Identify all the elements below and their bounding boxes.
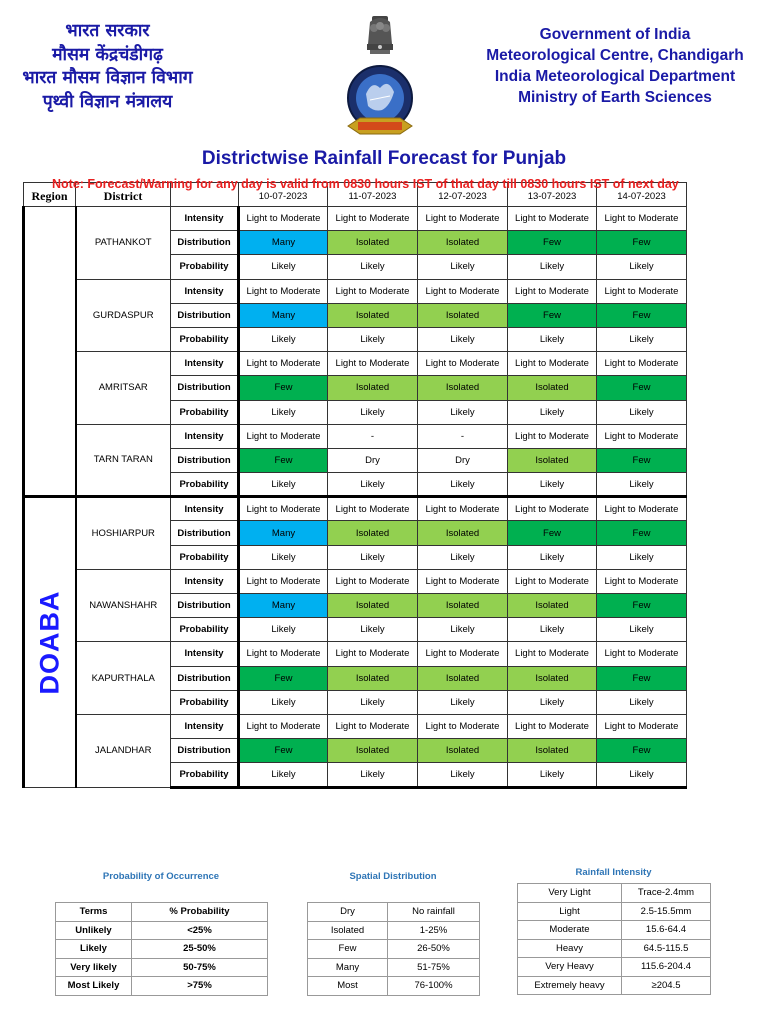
legend-term: Very Light	[518, 884, 622, 903]
forecast-cell: Light to Moderate	[508, 497, 597, 521]
hindi-line: मौसम केंद्रचंडीगढ़	[52, 44, 163, 65]
forecast-cell: Light to Moderate	[508, 714, 597, 738]
forecast-cell: Isolated	[418, 666, 508, 690]
legend-value: 15.6-64.4	[622, 921, 711, 940]
parameter-label: Probability	[171, 545, 239, 569]
spatial-legend-table	[307, 902, 480, 996]
legend-value: No rainfall	[388, 903, 480, 922]
table-row	[24, 714, 687, 738]
parameter-label: Distribution	[171, 594, 239, 618]
legend-row	[56, 958, 268, 977]
legend-row	[308, 958, 480, 977]
forecast-cell: Many	[239, 594, 328, 618]
forecast-cell: Likely	[597, 473, 687, 497]
forecast-cell: Few	[239, 376, 328, 400]
parameter-label: Probability	[171, 400, 239, 424]
legend-row	[308, 903, 480, 922]
forecast-cell: Isolated	[418, 376, 508, 400]
forecast-cell: Light to Moderate	[328, 207, 418, 231]
forecast-cell: Light to Moderate	[597, 207, 687, 231]
english-line: Government of India	[539, 26, 691, 43]
forecast-cell: Likely	[328, 255, 418, 279]
legend-term: Extremely heavy	[518, 976, 622, 995]
table-row	[24, 352, 687, 376]
forecast-cell: Light to Moderate	[328, 279, 418, 303]
forecast-cell: Isolated	[328, 303, 418, 327]
forecast-cell: Likely	[418, 327, 508, 351]
forecast-cell: Light to Moderate	[239, 279, 328, 303]
forecast-cell: Likely	[508, 545, 597, 569]
legend-term: Most Likely	[56, 977, 132, 996]
legend-row	[518, 939, 711, 958]
forecast-cell: -	[328, 424, 418, 448]
legend-value: 115.6-204.4	[622, 958, 711, 977]
forecast-cell: Likely	[508, 255, 597, 279]
forecast-cell: Isolated	[508, 448, 597, 472]
header-date: 12-07-2023	[418, 183, 508, 207]
english-line: India Meteorological Department	[494, 68, 736, 85]
forecast-cell: Likely	[508, 473, 597, 497]
legend-row	[518, 958, 711, 977]
header-date: 10-07-2023	[239, 183, 328, 207]
parameter-label: Distribution	[171, 448, 239, 472]
district-name: KAPURTHALA	[76, 642, 171, 715]
legend-term: Isolated	[308, 921, 388, 940]
legend-value: <25%	[132, 921, 268, 940]
forecast-cell: Likely	[597, 763, 687, 787]
forecast-cell: Many	[239, 231, 328, 255]
forecast-cell: Light to Moderate	[328, 569, 418, 593]
forecast-cell: Many	[239, 303, 328, 327]
legend-value: Trace-2.4mm	[622, 884, 711, 903]
forecast-cell: Light to Moderate	[418, 279, 508, 303]
forecast-cell: Few	[597, 303, 687, 327]
parameter-label: Probability	[171, 473, 239, 497]
parameter-label: Intensity	[171, 352, 239, 376]
forecast-cell: Likely	[328, 690, 418, 714]
forecast-cell: Light to Moderate	[597, 497, 687, 521]
forecast-cell: -	[418, 424, 508, 448]
region-cell	[24, 497, 76, 787]
forecast-cell: Isolated	[418, 594, 508, 618]
legend-term: Few	[308, 940, 388, 959]
legend-row	[56, 940, 268, 959]
forecast-cell: Light to Moderate	[508, 207, 597, 231]
parameter-label: Probability	[171, 690, 239, 714]
district-name: PATHANKOT	[76, 207, 171, 280]
forecast-cell: Few	[508, 521, 597, 545]
legend-value: 64.5-115.5	[622, 939, 711, 958]
forecast-cell: Likely	[508, 327, 597, 351]
forecast-cell: Likely	[239, 545, 328, 569]
legend-row	[308, 921, 480, 940]
region-cell	[24, 207, 76, 497]
forecast-cell: Likely	[508, 763, 597, 787]
forecast-cell: Likely	[597, 400, 687, 424]
forecast-cell: Light to Moderate	[239, 497, 328, 521]
forecast-cell: Isolated	[508, 739, 597, 763]
table-row	[24, 569, 687, 593]
forecast-cell: Few	[597, 231, 687, 255]
legend-row	[518, 902, 711, 921]
forecast-body	[24, 207, 687, 788]
legend-term: Heavy	[518, 939, 622, 958]
table-row	[24, 642, 687, 666]
forecast-cell: Light to Moderate	[508, 279, 597, 303]
legend-term: Very likely	[56, 958, 132, 977]
forecast-cell: Few	[239, 739, 328, 763]
hindi-line: भारत मौसम विज्ञान विभाग	[22, 68, 193, 88]
header-date: 13-07-2023	[508, 183, 597, 207]
legend-row	[56, 903, 268, 922]
spatial-legend-title: Spatial Distribution	[349, 871, 437, 882]
legend-value: 50-75%	[132, 958, 268, 977]
legend-term: Unlikely	[56, 921, 132, 940]
district-name: TARN TARAN	[76, 424, 171, 497]
header-date: 11-07-2023	[328, 183, 418, 207]
forecast-cell: Few	[239, 666, 328, 690]
parameter-label: Distribution	[171, 521, 239, 545]
forecast-cell: Few	[597, 376, 687, 400]
forecast-cell: Isolated	[328, 666, 418, 690]
forecast-cell: Light to Moderate	[328, 497, 418, 521]
legend-row	[308, 977, 480, 996]
forecast-cell: Light to Moderate	[597, 279, 687, 303]
parameter-label: Intensity	[171, 714, 239, 738]
parameter-label: Distribution	[171, 739, 239, 763]
parameter-label: Intensity	[171, 207, 239, 231]
forecast-cell: Light to Moderate	[418, 207, 508, 231]
forecast-cell: Dry	[328, 448, 418, 472]
forecast-cell: Light to Moderate	[239, 352, 328, 376]
legend-value: 76-100%	[388, 977, 480, 996]
table-row	[24, 497, 687, 521]
parameter-label: Intensity	[171, 497, 239, 521]
forecast-cell: Isolated	[418, 739, 508, 763]
hindi-line: पृथ्वी विज्ञान मंत्रालय	[42, 91, 173, 112]
validity-note: Note: Forecast/Warning for any day is valid from 0830 hours IST of that day till 0830 hours IST of next day	[52, 177, 679, 191]
english-line: Meteorological Centre, Chandigarh	[486, 47, 744, 64]
forecast-cell: Likely	[597, 545, 687, 569]
forecast-cell: Isolated	[508, 666, 597, 690]
legend-term: Many	[308, 958, 388, 977]
forecast-cell: Likely	[418, 690, 508, 714]
forecast-cell: Light to Moderate	[239, 569, 328, 593]
table-row	[24, 279, 687, 303]
hindi-line: भारत सरकार	[65, 21, 150, 41]
parameter-label: Probability	[171, 327, 239, 351]
forecast-cell: Light to Moderate	[239, 642, 328, 666]
table-row	[24, 424, 687, 448]
forecast-cell: Light to Moderate	[597, 569, 687, 593]
parameter-label: Probability	[171, 618, 239, 642]
forecast-cell: Light to Moderate	[328, 714, 418, 738]
forecast-cell: Likely	[508, 690, 597, 714]
forecast-cell: Many	[239, 521, 328, 545]
parameter-label: Distribution	[171, 303, 239, 327]
forecast-cell: Likely	[239, 763, 328, 787]
forecast-cell: Isolated	[328, 521, 418, 545]
forecast-cell: Few	[597, 666, 687, 690]
forecast-cell: Likely	[328, 545, 418, 569]
header-district: District	[76, 183, 171, 207]
parameter-label: Probability	[171, 763, 239, 787]
forecast-cell: Light to Moderate	[597, 714, 687, 738]
forecast-cell: Isolated	[418, 231, 508, 255]
parameter-label: Distribution	[171, 376, 239, 400]
legend-value: 25-50%	[132, 940, 268, 959]
hindi-header	[0, 20, 215, 114]
district-name: HOSHIARPUR	[76, 497, 171, 570]
parameter-label: Distribution	[171, 231, 239, 255]
legend-term: Most	[308, 977, 388, 996]
legend-row	[56, 921, 268, 940]
forecast-cell: Likely	[418, 400, 508, 424]
forecast-cell: Few	[239, 448, 328, 472]
forecast-cell: Light to Moderate	[597, 642, 687, 666]
forecast-cell: Likely	[597, 690, 687, 714]
forecast-cell: Few	[508, 231, 597, 255]
forecast-cell: Likely	[418, 618, 508, 642]
forecast-cell: Likely	[508, 400, 597, 424]
forecast-cell: Few	[597, 521, 687, 545]
header-region: Region	[24, 183, 76, 207]
english-header	[470, 24, 760, 108]
english-line: Ministry of Earth Sciences	[518, 89, 712, 106]
forecast-cell: Light to Moderate	[508, 424, 597, 448]
forecast-cell: Light to Moderate	[328, 642, 418, 666]
forecast-cell: Few	[597, 448, 687, 472]
forecast-cell: Likely	[239, 690, 328, 714]
district-name: NAWANSHAHR	[76, 569, 171, 642]
legend-term: Moderate	[518, 921, 622, 940]
forecast-cell: Light to Moderate	[418, 569, 508, 593]
legend-term: Likely	[56, 940, 132, 959]
district-name: JALANDHAR	[76, 714, 171, 787]
legend-row	[56, 977, 268, 996]
legend-row	[518, 921, 711, 940]
header-date: 14-07-2023	[597, 183, 687, 207]
forecast-cell: Isolated	[418, 521, 508, 545]
probability-legend-title: Probability of Occurrence	[102, 871, 220, 882]
forecast-cell: Light to Moderate	[508, 642, 597, 666]
forecast-cell: Isolated	[508, 376, 597, 400]
probability-legend-table	[55, 902, 268, 996]
legend-header: Terms	[56, 903, 132, 922]
legend-row	[518, 976, 711, 995]
forecast-cell: Likely	[418, 545, 508, 569]
forecast-cell: Likely	[597, 618, 687, 642]
parameter-label: Intensity	[171, 642, 239, 666]
parameter-label: Probability	[171, 255, 239, 279]
forecast-cell: Light to Moderate	[418, 352, 508, 376]
legend-value: 26-50%	[388, 940, 480, 959]
forecast-cell: Likely	[328, 327, 418, 351]
forecast-cell: Light to Moderate	[418, 714, 508, 738]
forecast-cell: Likely	[418, 255, 508, 279]
forecast-cell: Likely	[239, 255, 328, 279]
table-row	[24, 207, 687, 231]
forecast-cell: Likely	[239, 618, 328, 642]
forecast-cell: Likely	[597, 327, 687, 351]
forecast-cell: Isolated	[508, 594, 597, 618]
forecast-cell: Likely	[328, 618, 418, 642]
forecast-cell: Few	[508, 303, 597, 327]
forecast-cell: Isolated	[328, 739, 418, 763]
forecast-cell: Likely	[418, 473, 508, 497]
forecast-cell: Likely	[508, 618, 597, 642]
forecast-cell: Likely	[239, 400, 328, 424]
imd-emblem-icon	[340, 14, 420, 142]
forecast-table	[22, 182, 687, 789]
parameter-label: Distribution	[171, 666, 239, 690]
forecast-cell: Likely	[597, 255, 687, 279]
forecast-cell: Likely	[328, 400, 418, 424]
legend-value: 51-75%	[388, 958, 480, 977]
page-title: Districtwise Rainfall Forecast for Punjab	[201, 148, 567, 169]
district-name: AMRITSAR	[76, 352, 171, 425]
forecast-cell: Isolated	[328, 376, 418, 400]
legend-value: 1-25%	[388, 921, 480, 940]
district-name: GURDASPUR	[76, 279, 171, 352]
legend-row	[518, 884, 711, 903]
legend-term: Very Heavy	[518, 958, 622, 977]
forecast-cell: Isolated	[418, 303, 508, 327]
legend-header: % Probability	[132, 903, 268, 922]
forecast-cell: Light to Moderate	[239, 424, 328, 448]
forecast-cell: Light to Moderate	[239, 714, 328, 738]
legend-term: Dry	[308, 903, 388, 922]
forecast-cell: Likely	[328, 473, 418, 497]
forecast-cell: Light to Moderate	[239, 207, 328, 231]
forecast-cell: Few	[597, 594, 687, 618]
intensity-legend-title: Rainfall Intensity	[575, 867, 652, 878]
forecast-cell: Light to Moderate	[328, 352, 418, 376]
forecast-cell: Likely	[418, 763, 508, 787]
forecast-cell: Few	[597, 739, 687, 763]
parameter-label: Intensity	[171, 569, 239, 593]
legend-value: >75%	[132, 977, 268, 996]
forecast-cell: Isolated	[328, 594, 418, 618]
parameter-label: Intensity	[171, 424, 239, 448]
forecast-cell: Light to Moderate	[508, 569, 597, 593]
forecast-cell: Likely	[239, 473, 328, 497]
forecast-cell: Dry	[418, 448, 508, 472]
forecast-cell: Isolated	[328, 231, 418, 255]
parameter-label: Intensity	[171, 279, 239, 303]
legend-value: 2.5-15.5mm	[622, 902, 711, 921]
forecast-cell: Light to Moderate	[597, 424, 687, 448]
legend-row	[308, 940, 480, 959]
forecast-cell: Light to Moderate	[508, 352, 597, 376]
intensity-legend-table	[517, 883, 711, 995]
forecast-cell: Light to Moderate	[418, 497, 508, 521]
forecast-cell: Light to Moderate	[418, 642, 508, 666]
forecast-cell: Likely	[239, 327, 328, 351]
region-label: DOABA	[34, 590, 65, 695]
legend-value: ≥204.5	[622, 976, 711, 995]
forecast-cell: Likely	[328, 763, 418, 787]
forecast-cell: Light to Moderate	[597, 352, 687, 376]
legend-term: Light	[518, 902, 622, 921]
